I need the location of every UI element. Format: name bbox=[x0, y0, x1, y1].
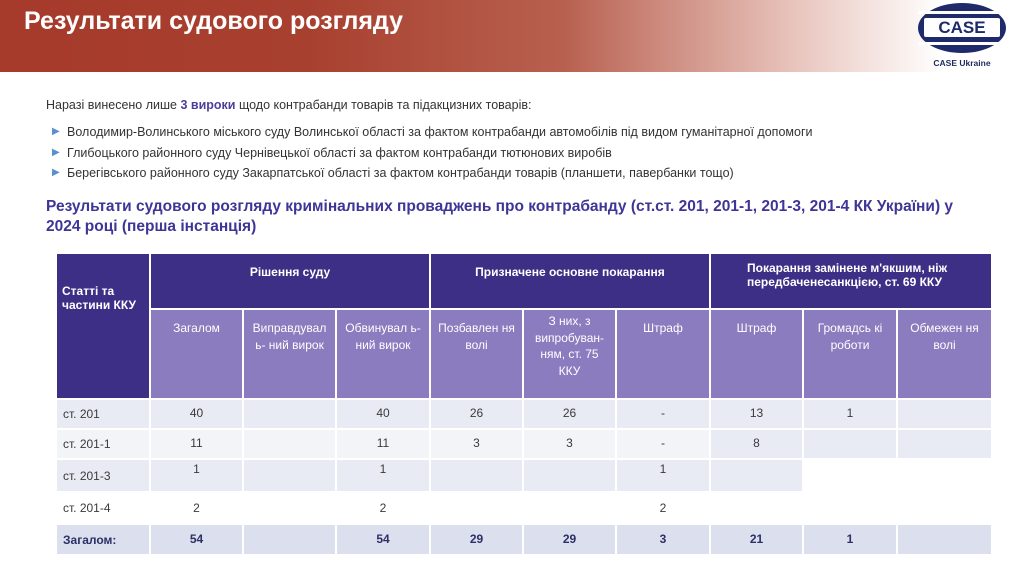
cell-imprisonment: 26 bbox=[431, 400, 522, 428]
totals-probation: 29 bbox=[524, 525, 615, 554]
bullet-arrow-icon: ▶ bbox=[52, 146, 60, 158]
page-title: Результати судового розгляду bbox=[24, 7, 404, 35]
row-label: ст. 201-1 bbox=[57, 430, 149, 458]
totals-row-label: Загалом: bbox=[57, 525, 149, 554]
totals-imprisonment: 29 bbox=[431, 525, 522, 554]
cell-fine-replaced: 8 bbox=[711, 430, 802, 458]
subheader-total: Загалом bbox=[151, 310, 242, 398]
cell-fine-replaced: 13 bbox=[711, 400, 802, 428]
cell-total: 2 bbox=[193, 501, 200, 515]
cell-fine: - bbox=[617, 430, 709, 458]
cell-conviction: 11 bbox=[337, 430, 429, 458]
bullet-arrow-icon: ▶ bbox=[52, 126, 60, 137]
totals-community-work: 1 bbox=[804, 525, 896, 554]
intro-highlight: 3 вироки bbox=[180, 98, 236, 112]
subheader-fine: Штраф bbox=[617, 310, 709, 398]
subheader-conviction: Обвинувал ь- ний вирок bbox=[337, 310, 429, 398]
cell-fine-replaced bbox=[711, 460, 802, 491]
subheader-imprisonment: Позбавлен ня волі bbox=[431, 310, 522, 398]
cell-total: 40 bbox=[151, 400, 242, 428]
group-header-court-decision: Рішення суду bbox=[151, 254, 429, 308]
cell-acquittal bbox=[244, 430, 335, 458]
cell-restriction bbox=[898, 400, 991, 428]
totals-fine: 3 bbox=[617, 525, 709, 554]
totals-restriction bbox=[898, 525, 991, 554]
cell-fine: 2 bbox=[659, 501, 667, 515]
group-header-main-punishment: Призначене основне покарання bbox=[431, 254, 709, 308]
subheader-probation: З них, з випробуван- ням, ст. 75 ККУ bbox=[524, 310, 615, 398]
subheader-fine-replaced: Штраф bbox=[711, 310, 802, 398]
intro-before: Наразі винесено лише bbox=[46, 98, 181, 112]
cell-probation bbox=[524, 493, 615, 523]
cell-acquittal bbox=[244, 400, 335, 428]
cell-acquittal bbox=[244, 493, 335, 523]
list-item-text: Володимир-Волинського міського суду Волинської області за фактом контрабанди автомобілів під видом гуманітарної допомоги bbox=[67, 125, 813, 139]
cell-community-work bbox=[804, 430, 896, 458]
cell-acquittal bbox=[244, 460, 335, 491]
list-item-text: Глибоцького районного суду Чернівецької області за фактом контрабанди тютюнових виробів bbox=[67, 145, 612, 160]
totals-total: 54 bbox=[151, 525, 242, 554]
cell-conviction: 40 bbox=[337, 400, 429, 428]
cell-total: 11 bbox=[151, 430, 242, 458]
totals-conviction: 54 bbox=[337, 525, 429, 554]
bullet-arrow-icon: ▶ bbox=[52, 167, 60, 178]
cell-conviction: 2 bbox=[379, 501, 387, 515]
cell-conviction: 1 bbox=[337, 460, 429, 491]
table-corner-header: Статті та частини ККУ bbox=[57, 254, 149, 398]
intro-after: щодо контрабанди товарів та підакцизних товарів: bbox=[235, 98, 532, 112]
cell-restriction bbox=[898, 430, 991, 458]
subheader-restriction: Обмежен ня волі bbox=[898, 310, 991, 398]
cell-imprisonment bbox=[431, 460, 522, 491]
row-label: ст. 201 bbox=[57, 400, 149, 428]
list-item-text: Берегівського районного суду Закарпатської області за фактом контрабанди товарів (планшети, павербанки тощо) bbox=[67, 166, 734, 180]
subheader-acquittal: Виправдувал ь- ний вирок bbox=[244, 310, 335, 398]
logo-caption: CASE Ukraine bbox=[933, 58, 991, 68]
cell-imprisonment bbox=[431, 493, 522, 523]
subheader-community-work: Громадсь кі роботи bbox=[804, 310, 896, 398]
cell-fine: - bbox=[617, 400, 709, 428]
cell-probation bbox=[524, 460, 615, 491]
cell-community-work: 1 bbox=[804, 400, 896, 428]
group-header-replaced-punishment: Покарання замінене м'якшим, ніж передбаченесанкцією, ст. 69 ККУ bbox=[711, 254, 991, 308]
row-label: ст. 201-3 bbox=[57, 460, 149, 491]
cell-probation: 26 bbox=[524, 400, 615, 428]
row-label: ст. 201-4 bbox=[63, 501, 111, 515]
section-title: Результати судового розгляду кримінальних проваджень про контрабанду (ст.ст. 201, 201-1, 201-3, 201-4 КК України) у 2024 році (перша інстанція) bbox=[46, 198, 954, 235]
logo-text: CASE bbox=[938, 18, 986, 37]
cell-total: 1 bbox=[151, 460, 242, 491]
totals-fine-replaced: 21 bbox=[711, 525, 802, 554]
cell-probation: 3 bbox=[524, 430, 615, 458]
cell-fine: 1 bbox=[617, 460, 709, 491]
cell-imprisonment: 3 bbox=[431, 430, 522, 458]
totals-acquittal bbox=[244, 525, 335, 554]
